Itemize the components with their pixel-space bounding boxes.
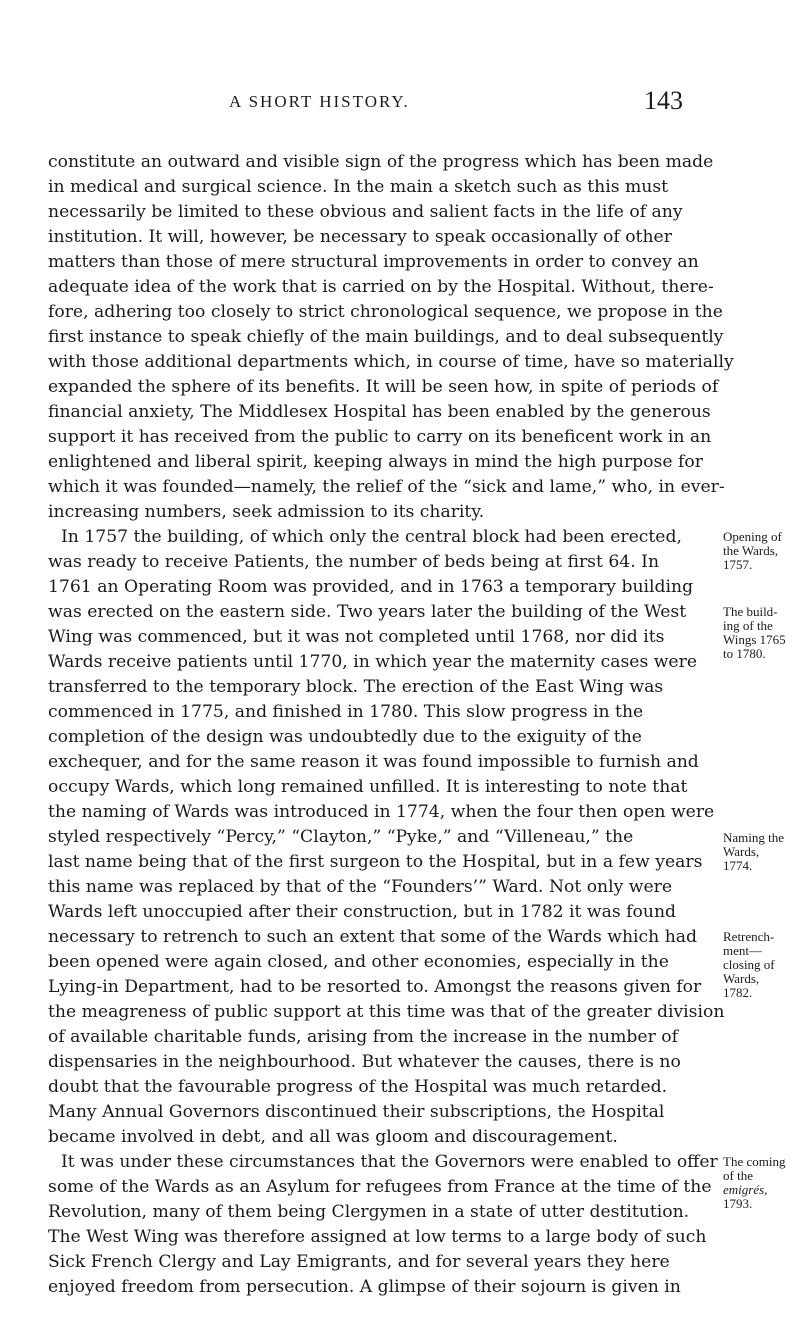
text-line: enjoyed freedom from persecution. A glimpse of their sojourn is given in: [48, 1277, 681, 1297]
text-line: with those additional departments which, in course of time, have so materially: [48, 352, 734, 372]
text-line: became involved in debt, and all was gloom and discouragement.: [48, 1127, 618, 1147]
margin-note-line: Opening of: [723, 529, 782, 544]
text-line: some of the Wards as an Asylum for refugees from France at the time of the: [48, 1177, 712, 1197]
text-line: constitute an outward and visible sign of the progress which has been made: [48, 152, 714, 172]
margin-note-line: the Wards,: [723, 543, 779, 558]
text-line: adequate idea of the work that is carried on by the Hospital. Without, there-: [48, 277, 714, 297]
text-line: Revolution, many of them being Clergymen in a state of utter destitution.: [48, 1202, 690, 1222]
margin-note-line: The coming: [723, 1154, 786, 1169]
text-line: occupy Wards, which long remained unfilled. It is interesting to note that: [48, 777, 688, 797]
text-line: in medical and surgical science. In the main a sketch such as this must: [48, 177, 669, 197]
text-line: support it has received from the public to carry on its beneficent work in an: [48, 427, 712, 447]
text-line: Sick French Clergy and Lay Emigrants, and for several years they here: [48, 1252, 670, 1272]
text-line: Wing was commenced, but it was not completed until 1768, nor did its: [48, 627, 665, 647]
text-line: enlightened and liberal spirit, keeping always in mind the high purpose for: [48, 452, 703, 472]
text-line: of available charitable funds, arising from the increase in the number of: [48, 1027, 678, 1047]
margin-note: [723, 1155, 800, 1211]
margin-note-line: Wards,: [723, 971, 760, 986]
margin-note-line: 1774.: [723, 858, 753, 873]
text-line: exchequer, and for the same reason it was found impossible to furnish and: [48, 752, 699, 772]
text-line: fore, adhering too closely to strict chronological sequence, we propose in the: [48, 302, 723, 322]
text-line: Wards receive patients until 1770, in which year the maternity cases were: [48, 652, 697, 672]
margin-note-line: 1757.: [723, 557, 753, 572]
text-line: styled respectively “Percy,” “Clayton,” “Pyke,” and “Villeneau,” the: [48, 827, 634, 847]
text-line: expanded the sphere of its benefits. It will be seen how, in spite of periods of: [48, 377, 719, 397]
text-line: institution. It will, however, be necessary to speak occasionally of other: [48, 227, 672, 247]
text-line: dispensaries in the neighbourhood. But whatever the causes, there is no: [48, 1052, 681, 1072]
text-line: this name was replaced by that of the “Founders’” Ward. Not only were: [48, 877, 673, 897]
margin-note-line: Naming the: [723, 830, 785, 845]
margin-note-line: emigrés,: [723, 1182, 768, 1197]
text-line: the meagreness of public support at this time was that of the greater division: [48, 1002, 725, 1022]
text-line: first instance to speak chiefly of the main buildings, and to deal subsequently: [48, 327, 724, 347]
text-line: completion of the design was undoubtedly due to the exiguity of the: [48, 727, 642, 747]
margin-note-line: The build-: [723, 604, 778, 619]
margin-note-line: Wings 1765: [723, 632, 786, 647]
text-line: necessarily be limited to these obvious and salient facts in the life of any: [48, 202, 683, 222]
margin-note-line: ment—: [723, 943, 762, 958]
text-line: matters than those of mere structural improvements in order to convey an: [48, 252, 699, 272]
margin-note-line: to 1780.: [723, 646, 766, 661]
text-line: which it was founded—namely, the relief of the “sick and lame,” who, in ever-: [48, 477, 725, 497]
text-line: increasing numbers, seek admission to its charity.: [48, 502, 485, 522]
margin-note-line: Wards,: [723, 844, 760, 859]
margin-note: [723, 831, 800, 873]
margin-note-line: 1782.: [723, 985, 753, 1000]
running-head: A SHORT HISTORY.: [229, 92, 410, 111]
text-line: It was under these circumstances that the Governors were enabled to offer: [61, 1152, 718, 1172]
text-line: necessary to retrench to such an extent that some of the Wards which had: [48, 927, 698, 947]
text-line: Many Annual Governors discontinued their subscriptions, the Hospital: [48, 1102, 665, 1122]
text-line: financial anxiety, The Middlesex Hospital has been enabled by the generous: [48, 402, 711, 422]
text-line: last name being that of the first surgeon to the Hospital, but in a few years: [48, 852, 703, 872]
text-line: was ready to receive Patients, the number of beds being at first 64. In: [48, 552, 660, 572]
margin-note-line: closing of: [723, 957, 775, 972]
text-line: Lying-in Department, had to be resorted to. Amongst the reasons given for: [48, 977, 702, 997]
margin-note: [723, 605, 800, 661]
text-line: The West Wing was therefore assigned at low terms to a large body of such: [48, 1227, 707, 1247]
text-line: commenced in 1775, and finished in 1780. This slow progress in the: [48, 702, 644, 722]
text-line: In 1757 the building, of which only the central block had been erected,: [61, 527, 682, 547]
text-line: been opened were again closed, and other economies, especially in the: [48, 952, 669, 972]
text-line: was erected on the eastern side. Two years later the building of the West: [48, 602, 687, 622]
text-line: the naming of Wards was introduced in 1774, when the four then open were: [48, 802, 715, 822]
margin-note-line: 1793.: [723, 1196, 753, 1211]
text-line: transferred to the temporary block. The erection of the East Wing was: [48, 677, 664, 697]
text-line: Wards left unoccupied after their construction, but in 1782 it was found: [48, 902, 677, 922]
margin-note-line: ing of the: [723, 618, 773, 633]
page-header: [0, 86, 800, 122]
margin-note-line: of the: [723, 1168, 753, 1183]
page-number: 143: [644, 86, 683, 115]
text-line: 1761 an Operating Room was provided, and in 1763 a temporary building: [48, 577, 694, 597]
margin-note: [723, 530, 800, 572]
margin-note-line: Retrench-: [723, 929, 775, 944]
margin-note: [723, 930, 800, 1000]
text-line: doubt that the favourable progress of the Hospital was much retarded.: [48, 1077, 668, 1097]
